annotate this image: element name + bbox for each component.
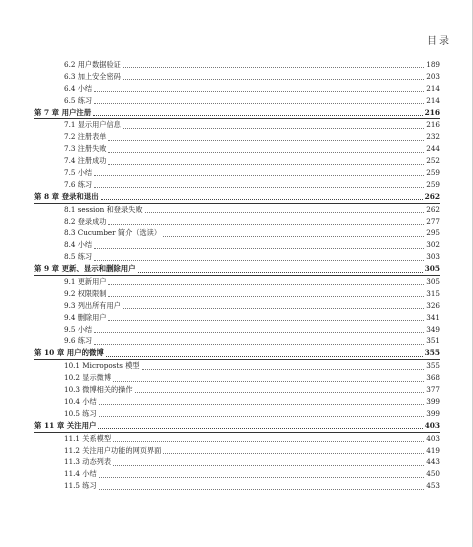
section-title: 11.4 小结 — [64, 469, 97, 479]
page-number: 368 — [426, 373, 440, 383]
dot-leader — [138, 271, 423, 273]
dot-leader — [108, 163, 424, 165]
dot-leader — [135, 391, 425, 393]
page-number: 303 — [426, 252, 440, 262]
toc-chapter-row — [34, 347, 440, 360]
dot-leader — [99, 476, 425, 478]
toc-section-row — [34, 445, 440, 457]
section-title: 6.4 小结 — [64, 83, 93, 93]
section-title: 11.5 练习 — [64, 481, 97, 491]
chapter-title: 第 10 章 用户的微博 — [34, 348, 104, 358]
section-title: 11.3 动态列表 — [64, 457, 112, 467]
dot-leader — [94, 247, 424, 249]
page-number: 214 — [426, 95, 440, 105]
dot-leader — [113, 380, 424, 382]
page-number: 189 — [426, 60, 440, 69]
section-title: 9.5 小结 — [64, 324, 93, 334]
page-number: 349 — [426, 324, 440, 334]
section-title: 9.4 删除用户 — [64, 312, 107, 322]
dot-leader — [94, 343, 424, 345]
dot-leader — [94, 90, 424, 92]
page-number: 305 — [424, 264, 440, 274]
dot-leader — [93, 114, 422, 116]
toc-section-row — [34, 335, 440, 347]
page-number: 326 — [426, 300, 440, 310]
toc-section-row — [34, 95, 440, 107]
page-number: 443 — [426, 457, 440, 467]
page-number: 403 — [426, 433, 440, 443]
dot-leader — [163, 452, 424, 454]
toc-section-row — [34, 384, 440, 396]
dot-leader — [108, 283, 424, 285]
dot-leader — [113, 464, 424, 466]
dot-leader — [106, 355, 423, 357]
toc-section-row — [34, 360, 440, 372]
section-title: 10.4 小结 — [64, 396, 97, 406]
page-number: 277 — [426, 216, 440, 226]
section-title: 7.1 显示用户信息 — [64, 120, 121, 130]
toc-section-row — [34, 300, 440, 312]
toc-section-row — [34, 155, 440, 167]
section-title: 10.1 Microposts 模型 — [64, 361, 140, 371]
toc-section-row — [34, 433, 440, 445]
page-number: 315 — [426, 288, 440, 298]
toc-section-row — [34, 480, 440, 492]
section-title: 7.3 注册失败 — [64, 144, 107, 154]
toc-section-row — [34, 468, 440, 480]
page-number: 216 — [424, 107, 440, 117]
page-number: 355 — [426, 361, 440, 371]
section-title: 8.5 练习 — [64, 252, 93, 262]
page-number: 295 — [426, 228, 440, 238]
dot-leader — [108, 139, 424, 141]
dot-leader — [108, 295, 424, 297]
toc-chapter-row — [34, 107, 440, 120]
chapter-title: 第 8 章 登录和退出 — [34, 191, 99, 201]
section-title: 11.2 关注用户功能的网页界面 — [64, 445, 162, 455]
page-number: 252 — [426, 156, 440, 166]
section-title: 11.1 关系模型 — [64, 433, 112, 443]
section-title: 6.5 练习 — [64, 95, 93, 105]
toc-chapter-row — [34, 420, 440, 433]
page-number: 403 — [424, 420, 440, 430]
toc-section-row — [34, 372, 440, 384]
page-number: 377 — [426, 385, 440, 395]
page-number: 419 — [426, 445, 440, 455]
dot-leader — [123, 66, 424, 68]
page-number: 203 — [426, 71, 440, 81]
page-number: 453 — [426, 481, 440, 491]
page-number: 355 — [424, 348, 440, 358]
toc-section-row — [34, 276, 440, 288]
dot-leader — [123, 78, 424, 80]
toc-section-row — [34, 227, 440, 239]
section-title: 8.1 session 和登录失败 — [64, 204, 143, 214]
toc-section-row — [34, 83, 440, 95]
section-title: 7.4 注册成功 — [64, 156, 107, 166]
page-number: 232 — [426, 132, 440, 142]
section-title: 8.3 Cucumber 简介（选读） — [64, 228, 162, 238]
dot-leader — [99, 403, 425, 405]
dot-leader — [123, 307, 424, 309]
dot-leader — [108, 223, 424, 225]
toc-section-row — [34, 179, 440, 191]
page-number: 259 — [426, 168, 440, 178]
toc-section-row — [34, 312, 440, 324]
toc-section-row — [34, 324, 440, 336]
page-number: 302 — [426, 240, 440, 250]
section-title: 10.2 显示微博 — [64, 373, 112, 383]
chapter-title: 第 9 章 更新、显示和删除用户 — [34, 264, 136, 274]
toc-section-row — [34, 396, 440, 408]
dot-leader — [94, 331, 424, 333]
page-number: 351 — [426, 336, 440, 346]
toc-section-row — [34, 131, 440, 143]
chapter-title: 第 11 章 关注用户 — [34, 420, 97, 430]
dot-leader — [113, 440, 424, 442]
toc-section-row — [34, 408, 440, 420]
section-title: 10.5 练习 — [64, 408, 97, 418]
page-number: 262 — [424, 191, 440, 201]
page-number: 259 — [426, 179, 440, 189]
dot-leader — [101, 198, 423, 200]
page-number: 399 — [426, 396, 440, 406]
page-number: 244 — [426, 144, 440, 154]
section-title: 9.2 权限限制 — [64, 288, 107, 298]
section-title: 6.2 用户数据验证 — [64, 60, 121, 69]
toc-chapter-row — [34, 191, 440, 204]
dot-leader — [98, 427, 422, 429]
section-title: 9.3 列出所有用户 — [64, 300, 121, 310]
section-title: 8.2 登录成功 — [64, 216, 107, 226]
section-title: 9.6 练习 — [64, 336, 93, 346]
page-number: 216 — [426, 120, 440, 130]
dot-leader — [145, 211, 425, 213]
dot-leader — [142, 368, 425, 370]
section-title: 10.3 微博相关的操作 — [64, 385, 133, 395]
chapter-title: 第 7 章 用户注册 — [34, 107, 92, 117]
dot-leader — [123, 127, 424, 129]
page-number: 399 — [426, 408, 440, 418]
toc-section-row — [34, 71, 440, 83]
page-number: 214 — [426, 83, 440, 93]
page-number: 262 — [426, 204, 440, 214]
toc-section-row — [34, 143, 440, 155]
page-number: 450 — [426, 469, 440, 479]
dot-leader — [163, 235, 424, 237]
toc-section-row — [34, 119, 440, 131]
page-header-title: 目录 — [427, 36, 451, 47]
dot-leader — [94, 102, 424, 104]
dot-leader — [99, 415, 425, 417]
toc-section-row — [34, 288, 440, 300]
dot-leader — [94, 174, 424, 176]
dot-leader — [94, 259, 424, 261]
toc-section-row — [34, 251, 440, 263]
section-title: 7.6 练习 — [64, 179, 93, 189]
toc-section-row — [34, 216, 440, 228]
section-title: 6.3 加上安全密码 — [64, 71, 121, 81]
section-title: 8.4 小结 — [64, 240, 93, 250]
section-title: 9.1 更新用户 — [64, 277, 107, 287]
dot-leader — [108, 319, 424, 321]
dot-leader — [94, 186, 424, 188]
table-of-contents — [34, 59, 440, 492]
section-title: 7.2 注册表单 — [64, 132, 107, 142]
toc-section-row — [34, 456, 440, 468]
toc-chapter-row — [34, 263, 440, 276]
page-number: 341 — [426, 312, 440, 322]
page-number: 305 — [426, 277, 440, 287]
dot-leader — [99, 488, 425, 490]
toc-section-row — [34, 167, 440, 179]
section-title: 7.5 小结 — [64, 168, 93, 178]
toc-section-row — [34, 239, 440, 251]
dot-leader — [108, 151, 424, 153]
toc-section-row — [34, 204, 440, 216]
toc-section-row — [34, 59, 440, 71]
